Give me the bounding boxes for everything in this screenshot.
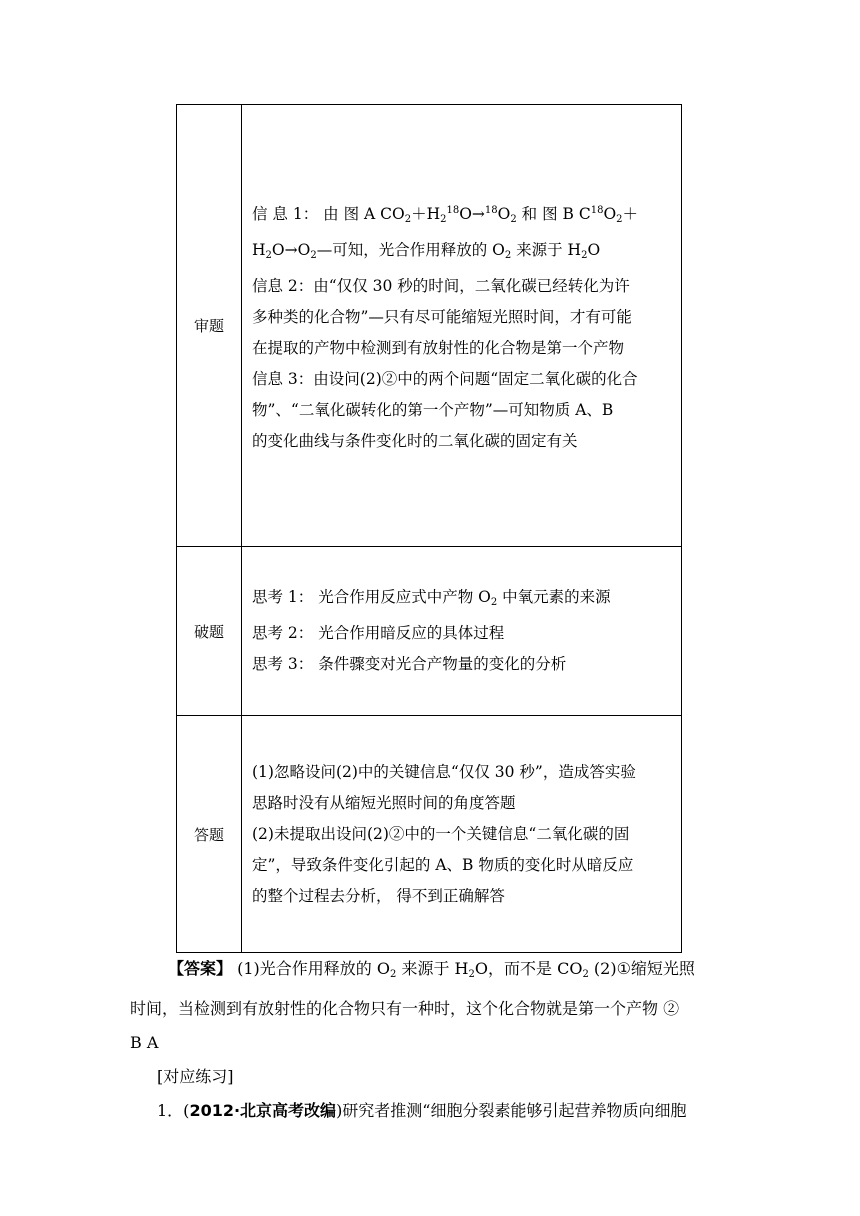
content-poti xyxy=(242,547,682,716)
dati-line5: 的整个过程去分析， 得不到正确解答 xyxy=(252,886,505,905)
content-shenti xyxy=(242,105,682,547)
answer-line3: B A xyxy=(130,1033,159,1052)
answer-section xyxy=(130,952,736,1128)
info2-line2: 多种类的化合物”—只有尽可能缩短光照时间，才有可能 xyxy=(252,307,632,326)
info3-line2: 物”、“二氧化碳转化的第一个产物”—可知物质 A、B xyxy=(252,400,614,419)
answer-line1: 【答案】 (1)光合作用释放的 $O_2$ 来源于 $H_2O$，而不是 $CO_2$ (2)①缩短光照 xyxy=(168,959,695,980)
row-poti xyxy=(177,547,682,716)
row-shenti xyxy=(177,105,682,547)
info3-line3: 的变化曲线与条件变化时的二氧化碳的固定有关 xyxy=(252,431,578,450)
dati-line1: (1)忽略设问(2)中的关键信息“仅仅 30 秒”，造成答实验 xyxy=(252,762,636,781)
answer-label: 【答案】 xyxy=(168,959,233,978)
think1: 思考 1： 光合作用反应式中产物 $O_2$ 中氧元素的来源 xyxy=(252,588,611,608)
info1-line2: $H_2O\to O_2—$可知，光合作用释放的 $O_2$ 来源于 $H_2O$ xyxy=(252,240,601,261)
label-poti: 破题 xyxy=(177,547,242,716)
think2: 思考 2： 光合作用暗反应的具体过程 xyxy=(252,624,505,642)
dati-line4: 定”，导致条件变化引起的 A、B 物质的变化时从暗反应 xyxy=(252,855,634,874)
info1-line1: 信 息 1： 由 图 A $CO_2+H_2^{18}O\to^{18}O_2$ 和 图 B $C^{18}O_2+$ xyxy=(252,204,639,225)
practice-heading: [对应练习] xyxy=(157,1067,234,1086)
dati-line3: (2)未提取出设问(2)②中的一个关键信息“二氧化碳的固 xyxy=(252,824,630,843)
content-dati xyxy=(242,716,682,953)
think3: 思考 3： 条件骤变对光合产物量的变化的分析 xyxy=(252,655,567,673)
answer-line2: 时间，当检测到有放射性的化合物只有一种时，这个化合物就是第一个产物 ② xyxy=(130,999,680,1018)
info2-line3: 在提取的产物中检测到有放射性的化合物是第一个产物 xyxy=(252,338,625,357)
label-dati: 答题 xyxy=(177,716,242,953)
info2-line1: 信息 2：由“仅仅 30 秒的时间，二氧化碳已经转化为许 xyxy=(252,276,630,295)
analysis-table xyxy=(176,104,682,953)
question-1-source: 2012·北京高考改编 xyxy=(189,1101,337,1120)
dati-line2: 思路时没有从缩短光照时间的角度答题 xyxy=(252,793,516,812)
question-1: 1．(2012·北京高考改编)研究者推测“细胞分裂素能够引起营养物质向细胞 xyxy=(157,1101,687,1120)
row-dati xyxy=(177,716,682,953)
info3-line1: 信息 3：由设问(2)②中的两个问题“固定二氧化碳的化合 xyxy=(252,369,638,388)
label-shenti: 审题 xyxy=(177,105,242,547)
